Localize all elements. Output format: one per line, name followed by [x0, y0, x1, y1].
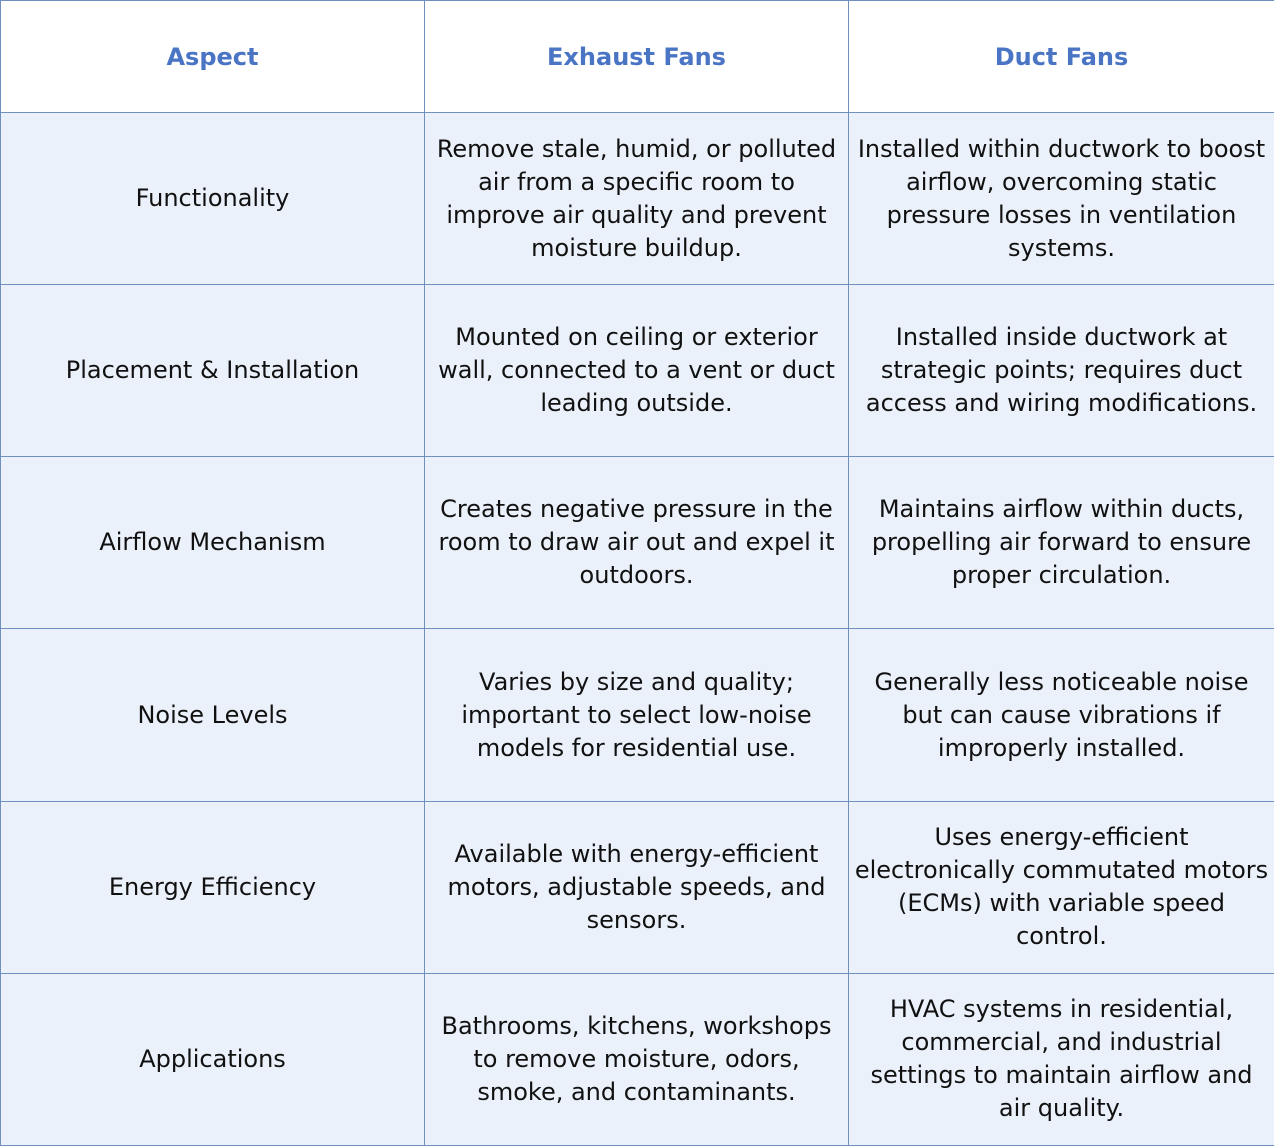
duct-cell: Installed inside ductwork at strategic points; requires duct access and wiring modifications. [849, 285, 1274, 457]
header-aspect: Aspect [1, 1, 425, 113]
table-header [1, 1, 1274, 113]
table-row [1, 113, 1274, 285]
duct-cell: Generally less noticeable noise but can cause vibrations if improperly installed. [849, 629, 1274, 801]
exhaust-cell: Mounted on ceiling or exterior wall, connected to a vent or duct leading outside. [425, 285, 849, 457]
aspect-cell: Applications [1, 973, 425, 1145]
table-row [1, 285, 1274, 457]
aspect-cell: Functionality [1, 113, 425, 285]
exhaust-cell: Available with energy-efficient motors, adjustable speeds, and sensors. [425, 801, 849, 973]
table-row [1, 973, 1274, 1145]
aspect-cell: Airflow Mechanism [1, 457, 425, 629]
exhaust-cell: Remove stale, humid, or polluted air from a specific room to improve air quality and prevent moisture buildup. [425, 113, 849, 285]
header-duct-fans: Duct Fans [849, 1, 1274, 113]
table-row [1, 457, 1274, 629]
exhaust-cell: Bathrooms, kitchens, workshops to remove moisture, odors, smoke, and contaminants. [425, 973, 849, 1145]
exhaust-cell: Varies by size and quality; important to select low-noise models for residential use. [425, 629, 849, 801]
table-row [1, 801, 1274, 973]
aspect-cell: Placement & Installation [1, 285, 425, 457]
header-exhaust-fans: Exhaust Fans [425, 1, 849, 113]
duct-cell: Maintains airflow within ducts, propelling air forward to ensure proper circulation. [849, 457, 1274, 629]
duct-cell: HVAC systems in residential, commercial, and industrial settings to maintain airflow and air quality. [849, 973, 1274, 1145]
table-row [1, 629, 1274, 801]
duct-cell: Installed within ductwork to boost airflow, overcoming static pressure losses in ventilation systems. [849, 113, 1274, 285]
aspect-cell: Energy Efficiency [1, 801, 425, 973]
aspect-cell: Noise Levels [1, 629, 425, 801]
header-row [1, 1, 1274, 113]
exhaust-cell: Creates negative pressure in the room to draw air out and expel it outdoors. [425, 457, 849, 629]
table-body [1, 113, 1274, 1146]
duct-cell: Uses energy-efficient electronically commutated motors (ECMs) with variable speed control. [849, 801, 1274, 973]
